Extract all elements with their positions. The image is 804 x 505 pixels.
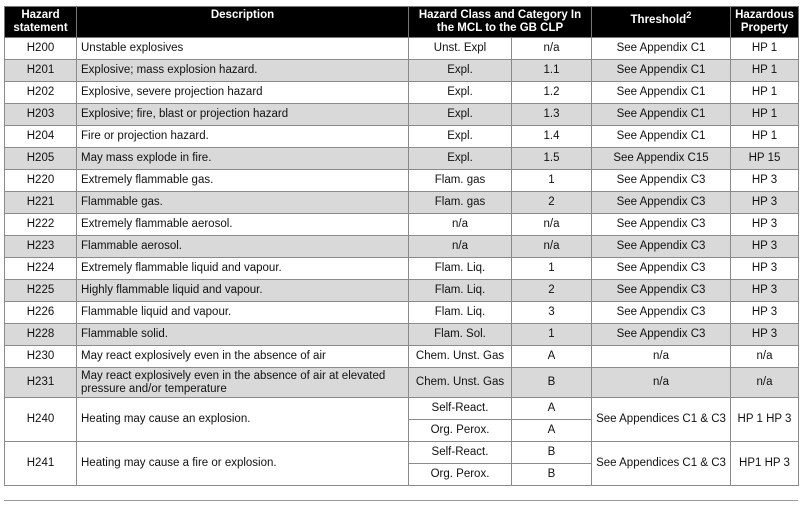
table-row (5, 170, 799, 192)
class-cell: Org. Perox. (409, 464, 512, 486)
statement-cell: H226 (5, 302, 77, 324)
property-cell: HP 15 (731, 148, 799, 170)
class-cell: Org. Perox. (409, 420, 512, 442)
property-cell: HP 1 (731, 60, 799, 82)
category-cell: n/a (512, 38, 592, 60)
category-cell: 2 (512, 280, 592, 302)
class-cell: Expl. (409, 82, 512, 104)
description-cell: Heating may cause an explosion. (77, 398, 409, 442)
description-cell: Flammable solid. (77, 324, 409, 346)
statement-cell: H230 (5, 346, 77, 368)
statement-cell: H220 (5, 170, 77, 192)
class-cell: Expl. (409, 126, 512, 148)
class-cell: Flam. Sol. (409, 324, 512, 346)
table-row (5, 192, 799, 214)
class-cell: Self-React. (409, 442, 512, 464)
description-cell: Explosive; mass explosion hazard. (77, 60, 409, 82)
statement-cell: H201 (5, 60, 77, 82)
category-cell: 3 (512, 302, 592, 324)
description-cell: May react explosively even in the absence of air at elevated pressure and/or temperature (77, 368, 409, 398)
threshold-cell: See Appendix C1 (592, 38, 731, 60)
category-cell: 1.3 (512, 104, 592, 126)
table-body (5, 38, 799, 486)
table-row (5, 236, 799, 258)
category-cell: A (512, 346, 592, 368)
class-cell: Flam. gas (409, 170, 512, 192)
header-row (5, 7, 799, 38)
description-cell: Unstable explosives (77, 38, 409, 60)
threshold-cell: See Appendix C3 (592, 302, 731, 324)
description-cell: Flammable gas. (77, 192, 409, 214)
property-cell: HP 3 (731, 192, 799, 214)
table-row (5, 60, 799, 82)
table-row (5, 104, 799, 126)
header-threshold-footnote: 2 (686, 10, 692, 21)
table-row (5, 368, 799, 398)
bottom-rule (4, 500, 798, 501)
threshold-cell: See Appendix C1 (592, 60, 731, 82)
threshold-cell: See Appendix C3 (592, 280, 731, 302)
statement-cell: H225 (5, 280, 77, 302)
class-cell: n/a (409, 214, 512, 236)
threshold-cell: See Appendix C3 (592, 258, 731, 280)
table-row (5, 258, 799, 280)
category-cell: A (512, 420, 592, 442)
threshold-cell: See Appendix C3 (592, 192, 731, 214)
category-cell: n/a (512, 236, 592, 258)
property-cell: HP 1 (731, 126, 799, 148)
statement-cell: H224 (5, 258, 77, 280)
threshold-cell: See Appendix C3 (592, 170, 731, 192)
description-cell: Highly flammable liquid and vapour. (77, 280, 409, 302)
table-row (5, 214, 799, 236)
statement-cell: H228 (5, 324, 77, 346)
property-cell: HP 3 (731, 214, 799, 236)
property-cell: HP 3 (731, 258, 799, 280)
threshold-cell: See Appendix C3 (592, 236, 731, 258)
class-cell: Flam. Liq. (409, 280, 512, 302)
header-property: Hazardous Property (731, 7, 799, 38)
description-cell: Explosive; fire, blast or projection hazard (77, 104, 409, 126)
header-class-category: Hazard Class and Category In the MCL to the GB CLP (409, 7, 592, 38)
class-cell: Expl. (409, 60, 512, 82)
description-cell: Extremely flammable gas. (77, 170, 409, 192)
statement-cell: H241 (5, 442, 77, 486)
category-cell: 1.2 (512, 82, 592, 104)
class-cell: Self-React. (409, 398, 512, 420)
category-cell: 1 (512, 324, 592, 346)
threshold-cell: See Appendices C1 & C3 (592, 398, 731, 442)
statement-cell: H204 (5, 126, 77, 148)
property-cell: HP 3 (731, 236, 799, 258)
property-cell: HP 1 (731, 38, 799, 60)
description-cell: Fire or projection hazard. (77, 126, 409, 148)
category-cell: 1 (512, 258, 592, 280)
statement-cell: H240 (5, 398, 77, 442)
property-cell: HP 3 (731, 280, 799, 302)
statement-cell: H200 (5, 38, 77, 60)
table-row (5, 126, 799, 148)
table-row (5, 38, 799, 60)
threshold-cell: See Appendix C3 (592, 324, 731, 346)
header-threshold-label: Threshold (630, 13, 687, 26)
category-cell: 1.1 (512, 60, 592, 82)
property-cell: HP 1 (731, 104, 799, 126)
threshold-cell: See Appendix C3 (592, 214, 731, 236)
statement-cell: H221 (5, 192, 77, 214)
class-cell: n/a (409, 236, 512, 258)
statement-cell: H222 (5, 214, 77, 236)
statement-cell: H223 (5, 236, 77, 258)
table-row (5, 324, 799, 346)
description-cell: May mass explode in fire. (77, 148, 409, 170)
table-row (5, 148, 799, 170)
property-cell: HP 1 HP 3 (731, 398, 799, 442)
table-row (5, 302, 799, 324)
threshold-cell: n/a (592, 346, 731, 368)
description-cell: May react explosively even in the absence of air (77, 346, 409, 368)
category-cell: n/a (512, 214, 592, 236)
header-threshold (592, 7, 731, 38)
property-cell: HP 1 (731, 82, 799, 104)
class-cell: Flam. gas (409, 192, 512, 214)
description-cell: Flammable liquid and vapour. (77, 302, 409, 324)
property-cell: n/a (731, 368, 799, 398)
class-cell: Chem. Unst. Gas (409, 346, 512, 368)
statement-cell: H231 (5, 368, 77, 398)
property-cell: n/a (731, 346, 799, 368)
description-cell: Extremely flammable liquid and vapour. (77, 258, 409, 280)
statement-cell: H202 (5, 82, 77, 104)
category-cell: B (512, 464, 592, 486)
category-cell: 2 (512, 192, 592, 214)
threshold-cell: See Appendix C15 (592, 148, 731, 170)
category-cell: 1.5 (512, 148, 592, 170)
category-cell: 1.4 (512, 126, 592, 148)
threshold-cell: See Appendix C1 (592, 104, 731, 126)
class-cell: Chem. Unst. Gas (409, 368, 512, 398)
category-cell: A (512, 398, 592, 420)
class-cell: Unst. Expl (409, 38, 512, 60)
threshold-cell: See Appendix C1 (592, 126, 731, 148)
table-row (5, 398, 799, 420)
table-row (5, 280, 799, 302)
class-cell: Flam. Liq. (409, 258, 512, 280)
header-description: Description (77, 7, 409, 38)
statement-cell: H203 (5, 104, 77, 126)
table-row (5, 442, 799, 464)
class-cell: Expl. (409, 104, 512, 126)
property-cell: HP1 HP 3 (731, 442, 799, 486)
threshold-cell: See Appendices C1 & C3 (592, 442, 731, 486)
table-row (5, 82, 799, 104)
property-cell: HP 3 (731, 324, 799, 346)
header-statement: Hazard statement (5, 7, 77, 38)
description-cell: Heating may cause a fire or explosion. (77, 442, 409, 486)
property-cell: HP 3 (731, 170, 799, 192)
class-cell: Expl. (409, 148, 512, 170)
description-cell: Explosive, severe projection hazard (77, 82, 409, 104)
threshold-cell: n/a (592, 368, 731, 398)
category-cell: B (512, 442, 592, 464)
table-row (5, 346, 799, 368)
threshold-cell: See Appendix C1 (592, 82, 731, 104)
hazard-table (4, 6, 799, 486)
category-cell: B (512, 368, 592, 398)
statement-cell: H205 (5, 148, 77, 170)
category-cell: 1 (512, 170, 592, 192)
description-cell: Flammable aerosol. (77, 236, 409, 258)
property-cell: HP 3 (731, 302, 799, 324)
description-cell: Extremely flammable aerosol. (77, 214, 409, 236)
class-cell: Flam. Liq. (409, 302, 512, 324)
